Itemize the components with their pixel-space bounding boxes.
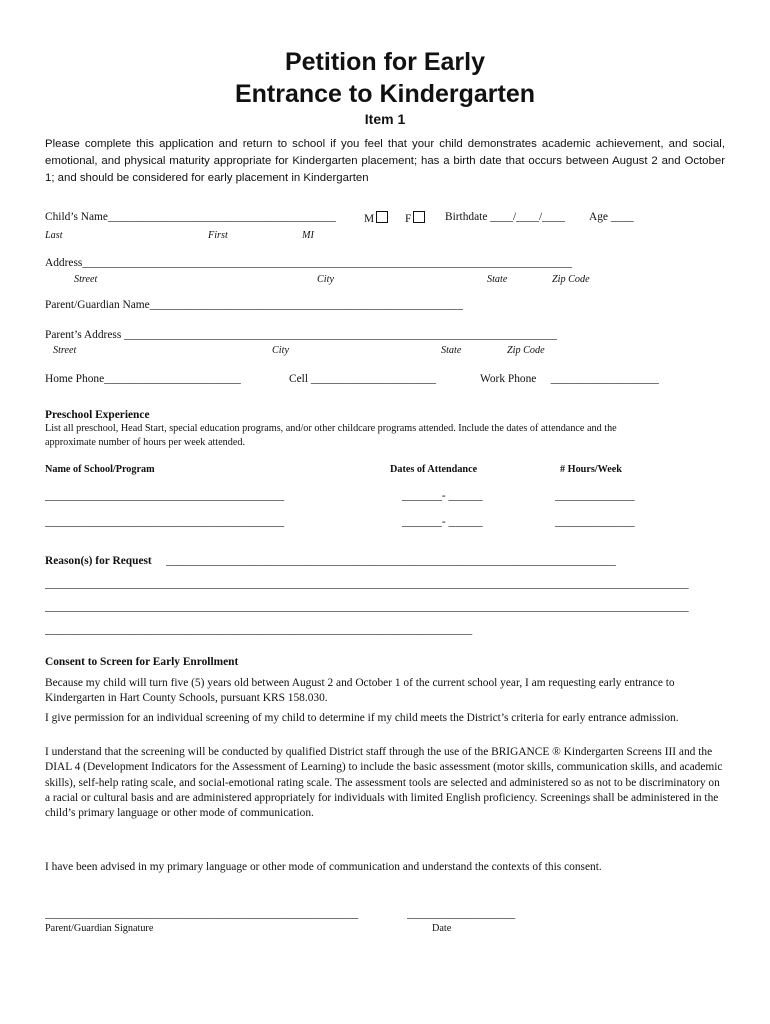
consent-paragraph-2: I give permission for an individual screening of my child to determine if my child meets the District’s criteria for early entrance admission. [45, 712, 679, 724]
preschool-row2-dates[interactable]: _______- ______ [402, 516, 483, 528]
reason-line-2[interactable]: _________________________________________________________________________________________________________________ [45, 601, 689, 613]
gender-m-label: M [364, 213, 375, 225]
child-last-sublabel: Last [45, 230, 63, 241]
address-state-sublabel: State [487, 274, 508, 285]
signature-date-label: Date [432, 923, 452, 934]
consent-paragraph-3: I understand that the screening will be conducted by qualified District staff through the use of the BRIGANCE ® Kindergarten Screens III and the DIAL 4 (Development Indicators for the Assessment of Learning) to include the basic assessment (motor skills, communication skills, and academic skills), self-help rating scale, and social-emotional rating scale. The assessment tools are selected and administered so as not to be discriminatory on a racial or cultural basis and are administered appropriately for individuals with limited English proficiency. Screenings shall be administered in the child’s primary language or other mode of communication. [45, 746, 723, 820]
parent-street-sublabel: Street [53, 345, 77, 356]
address-zip-sublabel: Zip Code [552, 274, 590, 285]
child-name-label: Child’s Name________________________________________ [45, 211, 336, 223]
gender-f-option[interactable] [405, 211, 425, 225]
item-number: Item 1 [364, 111, 406, 127]
reason-label: Reason(s) for Request [45, 555, 152, 567]
preschool-row1-dates[interactable]: _______- ______ [402, 490, 483, 502]
reason-line-3[interactable]: ___________________________________________________________________________ [45, 624, 473, 636]
signature-label: Parent/Guardian Signature [45, 923, 154, 934]
col-header-dates: Dates of Attendance [390, 464, 478, 475]
age-field[interactable]: Age ____ [589, 211, 634, 223]
consent-heading: Consent to Screen for Early Enrollment [45, 656, 239, 668]
preschool-row1-hours[interactable]: ______________ [555, 490, 635, 502]
preschool-row2-school[interactable]: __________________________________________ [45, 516, 285, 528]
signature-line[interactable]: _______________________________________________________ [45, 908, 359, 920]
home-phone-field[interactable]: Home Phone________________________ [45, 373, 241, 385]
signature-date-line[interactable]: ___________________ [407, 908, 516, 920]
child-first-sublabel: First [208, 230, 228, 241]
parent-address-field[interactable]: Parent’s Address ____________________________________________________________________________ [45, 329, 557, 341]
gender-m-checkbox[interactable] [376, 211, 388, 223]
parent-zip-sublabel: Zip Code [507, 345, 545, 356]
intro-paragraph: Please complete this application and return to school if you feel that your child demonstrates academic achievement, and social, emotional, and physical maturity appropriate for Kindergarten placement; has a birth date that occurs between August 2 and October 1; and should be considered for early placement in Kindergarten [45, 138, 725, 184]
gender-f-checkbox[interactable] [413, 211, 425, 223]
form-title-line1: Petition for Early [284, 48, 486, 76]
consent-paragraph-1: Because my child will turn five (5) years old between August 2 and October 1 of the current school year, I am requesting early entrance to Kindergarten in Hart County Schools, pursuant KRS 158.030. [45, 677, 675, 705]
form-title-line2: Entrance to Kindergarten [234, 80, 536, 108]
preschool-row2-hours[interactable]: ______________ [555, 516, 635, 528]
child-mi-sublabel: MI [302, 230, 314, 241]
col-header-school: Name of School/Program [45, 464, 155, 475]
guardian-name-field[interactable]: Parent/Guardian Name_______________________________________________________ [45, 299, 463, 311]
parent-state-sublabel: State [441, 345, 462, 356]
gender-f-label: F [405, 213, 412, 225]
address-city-sublabel: City [317, 274, 334, 285]
reason-line-0[interactable]: _______________________________________________________________________________ [166, 555, 616, 567]
child-name-field[interactable] [45, 211, 336, 223]
preschool-row1-school[interactable]: __________________________________________ [45, 490, 285, 502]
address-street-sublabel: Street [74, 274, 98, 285]
col-header-hours: # Hours/Week [560, 464, 622, 475]
address-field[interactable]: Address______________________________________________________________________________________ [45, 257, 573, 269]
parent-city-sublabel: City [272, 345, 289, 356]
reason-line-1[interactable]: _________________________________________________________________________________________________________________ [45, 578, 689, 590]
preschool-instructions-line2: approximate number of hours per week attended. [45, 437, 245, 448]
gender-m-option[interactable] [364, 211, 388, 225]
work-phone-field[interactable]: Work Phone ___________________ [480, 373, 659, 385]
preschool-heading: Preschool Experience [45, 409, 150, 421]
birthdate-field[interactable]: Birthdate ____/____/____ [445, 211, 565, 223]
consent-paragraph-4: I have been advised in my primary language or other mode of communication and understand the contexts of this consent. [45, 861, 602, 873]
preschool-instructions-line1: List all preschool, Head Start, special education programs, and/or other childcare programs attended. Include the dates of attendance and the [45, 423, 617, 434]
cell-phone-field[interactable]: Cell ______________________ [289, 373, 437, 385]
